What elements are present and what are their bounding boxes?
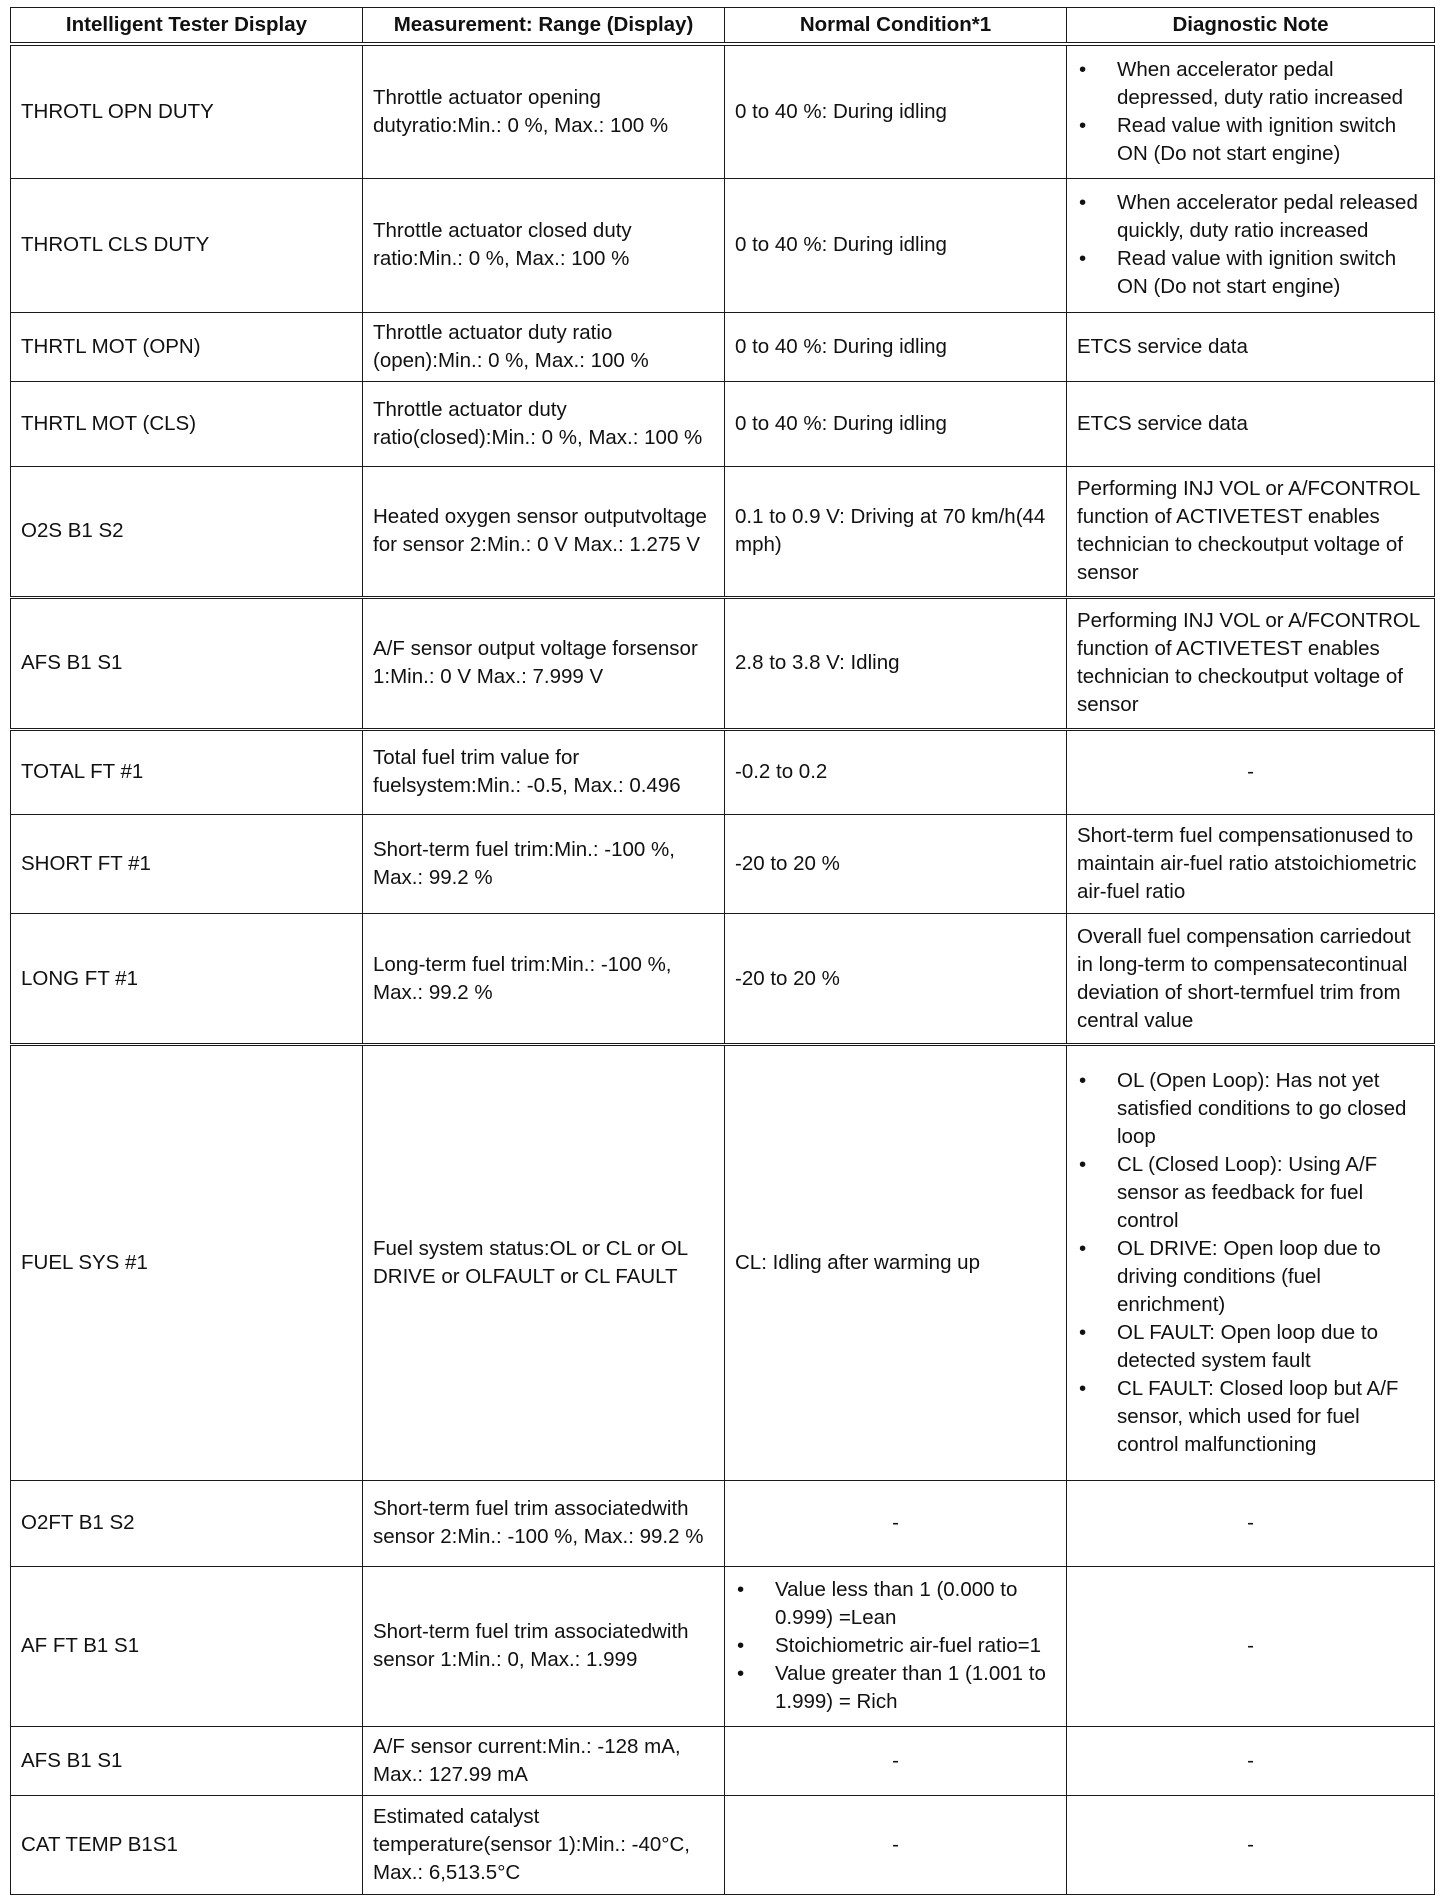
normal-condition-cell	[725, 466, 1067, 597]
diagnostic-note-cell	[1067, 466, 1435, 597]
cell-line: Min.: 0 V Max.: 1.275 V	[486, 533, 701, 557]
diagnostic-note-cell	[1067, 1726, 1435, 1795]
cell-line: Throttle actuator closed duty ratio:	[373, 219, 632, 271]
cell-line: CONTROL function of ACTIVE	[1077, 477, 1420, 529]
diagnostic-note-cell	[1067, 1795, 1435, 1894]
cell-line: -	[1247, 760, 1254, 784]
cell-line: Fuel system status:	[373, 1237, 550, 1261]
bullet-item: • OL (Open Loop): Has not yet satisfied conditions to go closed loop	[1077, 1067, 1424, 1151]
bullet-item: • CL (Closed Loop): Using A/F sensor as feedback for fuel control	[1077, 1151, 1424, 1235]
diagnostic-note-cell	[1067, 381, 1435, 466]
measurement-cell	[363, 597, 725, 729]
cell-line: Min.: -100 %, Max.: 99.2 %	[373, 837, 675, 889]
tester-display-cell: AF FT B1 S1	[11, 1566, 363, 1726]
bullet-list	[1077, 1067, 1424, 1459]
tester-display-cell: FUEL SYS #1	[11, 1044, 363, 1480]
table-row	[11, 1044, 1435, 1480]
cell-line: A/F sensor output voltage for	[373, 637, 637, 661]
cell-line: Min.: -128 mA, Max.: 127.99 mA	[373, 1734, 681, 1786]
cell-line: Performing INJ VOL or A/F	[1077, 477, 1321, 501]
cell-line: -20 to 20 %	[735, 966, 840, 990]
table-row	[11, 914, 1435, 1045]
cell-line: -	[892, 1832, 899, 1856]
cell-line: Short-term fuel trim associated	[373, 1497, 653, 1521]
cell-line: Short-term fuel trim associated	[373, 1620, 653, 1644]
table-row	[11, 1481, 1435, 1566]
tester-display-cell: AFS B1 S1	[11, 1726, 363, 1795]
cell-line: with sensor 1:	[373, 1620, 689, 1672]
tester-display-cell: THRTL MOT (OPN)	[11, 312, 363, 381]
cell-line: 2.8 to 3.8 V: Idling	[735, 651, 900, 675]
table-row	[11, 1795, 1435, 1894]
cell-line: fuel trim from central value	[1077, 980, 1401, 1032]
tester-display-cell: TOTAL FT #1	[11, 729, 363, 814]
col-header-diagnostic-note: Diagnostic Note	[1067, 8, 1435, 45]
cell-line: Overall fuel compensation carried	[1077, 924, 1383, 948]
cell-line: FAULT or CL FAULT	[492, 1265, 678, 1289]
cell-line: OL or CL or OL DRIVE or OL	[373, 1237, 688, 1289]
cell-line: 0.1 to 0.9 V: Driving at 70 km/h	[735, 505, 1016, 529]
cell-line: Total fuel trim value for fuel	[373, 746, 580, 798]
bullet-item: • OL FAULT: Open loop due to detected system fault	[1077, 1319, 1424, 1375]
bullet-list	[1077, 56, 1424, 168]
normal-condition-cell	[725, 729, 1067, 814]
measurement-cell	[363, 44, 725, 178]
cell-line: ratio:	[411, 113, 458, 137]
bullet-item: • When accelerator pedal depressed, duty ratio increased	[1077, 56, 1424, 112]
cell-line: Heated oxygen sensor output	[373, 505, 641, 529]
cell-line: Min.: 0 V Max.: 7.999 V	[390, 665, 604, 689]
measurement-cell	[363, 914, 725, 1045]
cell-line: CL: Idling after warming up	[735, 1251, 980, 1275]
cell-line: CONTROL function of ACTIVE	[1077, 609, 1420, 661]
tester-display-cell: O2FT B1 S2	[11, 1481, 363, 1566]
measurement-cell	[363, 729, 725, 814]
normal-condition-cell	[725, 381, 1067, 466]
tester-display-cell: CAT TEMP B1S1	[11, 1795, 363, 1894]
measurement-cell	[363, 178, 725, 312]
cell-line: -	[892, 1511, 899, 1535]
cell-line: -	[1247, 1748, 1254, 1772]
normal-condition-cell	[725, 597, 1067, 729]
diagnostic-note-cell	[1067, 1044, 1435, 1480]
cell-line: Min.: 0 %, Max.: 100 %	[457, 113, 669, 137]
cell-line: continual deviation of short-term	[1077, 952, 1408, 1004]
bullet-item: • When accelerator pedal released quickly, duty ratio increased	[1077, 189, 1424, 245]
cell-line: Min.: -100 %, Max.: 99.2 %	[457, 1525, 704, 1549]
cell-line: (44 mph)	[735, 505, 1046, 557]
cell-line: Long-term fuel trim:	[373, 952, 551, 976]
normal-condition-cell	[725, 914, 1067, 1045]
cell-line: 0 to 40 %: During idling	[735, 99, 947, 123]
cell-line: -	[892, 1748, 899, 1772]
table-row	[11, 312, 1435, 381]
cell-line: -0.2 to 0.2	[735, 760, 828, 784]
diagnostic-note-cell	[1067, 312, 1435, 381]
diagnostic-note-cell	[1067, 1481, 1435, 1566]
bullet-list	[735, 1576, 1056, 1716]
cell-line: Min.: 0 %, Max.: 100 %	[418, 247, 630, 271]
tester-display-cell: O2S B1 S2	[11, 466, 363, 597]
cell-line: output voltage of sensor	[1077, 533, 1403, 585]
cell-line: Performing INJ VOL or A/F	[1077, 609, 1321, 633]
cell-line: sensor 1:	[373, 637, 698, 689]
normal-condition-cell	[725, 1726, 1067, 1795]
measurement-cell	[363, 381, 725, 466]
measurement-cell	[363, 1795, 725, 1894]
table-row	[11, 814, 1435, 913]
diagnostic-note-cell	[1067, 729, 1435, 814]
cell-line: 0 to 40 %: During idling	[735, 411, 947, 435]
normal-condition-cell	[725, 814, 1067, 913]
table-row	[11, 1726, 1435, 1795]
cell-line: out in long-term to compensate	[1077, 924, 1411, 976]
tester-display-cell: THROTL CLS DUTY	[11, 178, 363, 312]
bullet-item: • OL DRIVE: Open loop due to driving conditions (fuel enrichment)	[1077, 1235, 1424, 1319]
table-body	[11, 44, 1435, 1895]
cell-line: stoichiometric air-fuel ratio	[1077, 851, 1417, 903]
normal-condition-cell	[725, 1481, 1067, 1566]
cell-line: -	[1247, 1832, 1254, 1856]
cell-line: (closed):	[412, 425, 492, 449]
cell-line: 0 to 40 %: During idling	[735, 334, 947, 358]
cell-line: A/F sensor current:	[373, 1734, 548, 1758]
tester-display-cell: THRTL MOT (CLS)	[11, 381, 363, 466]
cell-line: used to maintain air-fuel ratio at	[1077, 823, 1414, 875]
bullet-item: • Value less than 1 (0.000 to 0.999) =Lean	[735, 1576, 1056, 1632]
table-row	[11, 1566, 1435, 1726]
measurement-cell	[363, 1044, 725, 1480]
col-header-normal-condition: Normal Condition*1	[725, 8, 1067, 45]
measurement-cell	[363, 1566, 725, 1726]
tester-display-cell: THROTL OPN DUTY	[11, 44, 363, 178]
tester-display-cell: SHORT FT #1	[11, 814, 363, 913]
normal-condition-cell	[725, 1044, 1067, 1480]
cell-line: Short-term fuel compensation	[1077, 823, 1346, 847]
table-row	[11, 44, 1435, 178]
bullet-item: • Stoichiometric air-fuel ratio=1	[735, 1632, 1056, 1660]
measurement-cell	[363, 1726, 725, 1795]
cell-line: with sensor 2:	[373, 1497, 689, 1549]
cell-line: TEST enables technician to check	[1077, 637, 1380, 689]
cell-line: Min.: 0 %, Max.: 100 %	[437, 348, 649, 372]
cell-line: Throttle actuator duty ratio	[373, 397, 567, 449]
measurement-cell	[363, 814, 725, 913]
cell-line: Throttle actuator duty ratio (open):	[373, 320, 613, 372]
cell-line: -20 to 20 %	[735, 851, 840, 875]
cell-line: Min.: -0.5, Max.: 0.496	[476, 774, 681, 798]
cell-line: Throttle actuator opening duty	[373, 85, 601, 137]
table-row	[11, 466, 1435, 597]
diagnostic-data-table	[10, 7, 1435, 1895]
table-row	[11, 178, 1435, 312]
cell-line: Min.: 0 %, Max.: 100 %	[491, 425, 703, 449]
table-row	[11, 729, 1435, 814]
bullet-list	[1077, 189, 1424, 301]
cell-line: voltage for sensor 2:	[373, 505, 707, 557]
tester-display-cell: LONG FT #1	[11, 914, 363, 1045]
cell-line: Short-term fuel trim:	[373, 837, 555, 861]
diagnostic-note-cell	[1067, 44, 1435, 178]
col-header-tester-display: Intelligent Tester Display	[11, 8, 363, 45]
diagnostic-note-cell	[1067, 914, 1435, 1045]
diagnostic-note-cell	[1067, 1566, 1435, 1726]
cell-line: 0 to 40 %: During idling	[735, 233, 947, 257]
cell-line: ETCS service data	[1077, 411, 1248, 435]
diagnostic-note-cell	[1067, 178, 1435, 312]
cell-line: Min.: -40°C, Max.: 6,513.5°C	[373, 1832, 690, 1884]
cell-line: (sensor 1):	[483, 1832, 582, 1856]
cell-line: -	[1247, 1634, 1254, 1658]
cell-line: TEST enables technician to check	[1077, 505, 1380, 557]
table-row	[11, 597, 1435, 729]
table-header-row	[11, 8, 1435, 45]
measurement-cell	[363, 312, 725, 381]
bullet-item: • Value greater than 1 (1.001 to 1.999) = Rich	[735, 1660, 1056, 1716]
normal-condition-cell	[725, 1566, 1067, 1726]
cell-line: Min.: -100 %, Max.: 99.2 %	[373, 952, 672, 1004]
tester-display-cell: AFS B1 S1	[11, 597, 363, 729]
normal-condition-cell	[725, 1795, 1067, 1894]
table-row	[11, 381, 1435, 466]
normal-condition-cell	[725, 312, 1067, 381]
cell-line: ETCS service data	[1077, 334, 1248, 358]
bullet-item: • Read value with ignition switch ON (Do not start engine)	[1077, 245, 1424, 301]
bullet-item: • Read value with ignition switch ON (Do not start engine)	[1077, 112, 1424, 168]
cell-line: Estimated catalyst temperature	[373, 1804, 540, 1856]
diagnostic-note-cell	[1067, 814, 1435, 913]
diagnostic-note-cell	[1067, 597, 1435, 729]
col-header-measurement: Measurement: Range (Display)	[363, 8, 725, 45]
measurement-cell	[363, 1481, 725, 1566]
cell-line: Min.: 0, Max.: 1.999	[457, 1648, 638, 1672]
measurement-cell	[363, 466, 725, 597]
normal-condition-cell	[725, 44, 1067, 178]
cell-line: -	[1247, 1511, 1254, 1535]
bullet-item: • CL FAULT: Closed loop but A/F sensor, which used for fuel control malfunctioning	[1077, 1375, 1424, 1459]
cell-line: output voltage of sensor	[1077, 665, 1403, 717]
cell-line: system:	[406, 774, 477, 798]
normal-condition-cell	[725, 178, 1067, 312]
